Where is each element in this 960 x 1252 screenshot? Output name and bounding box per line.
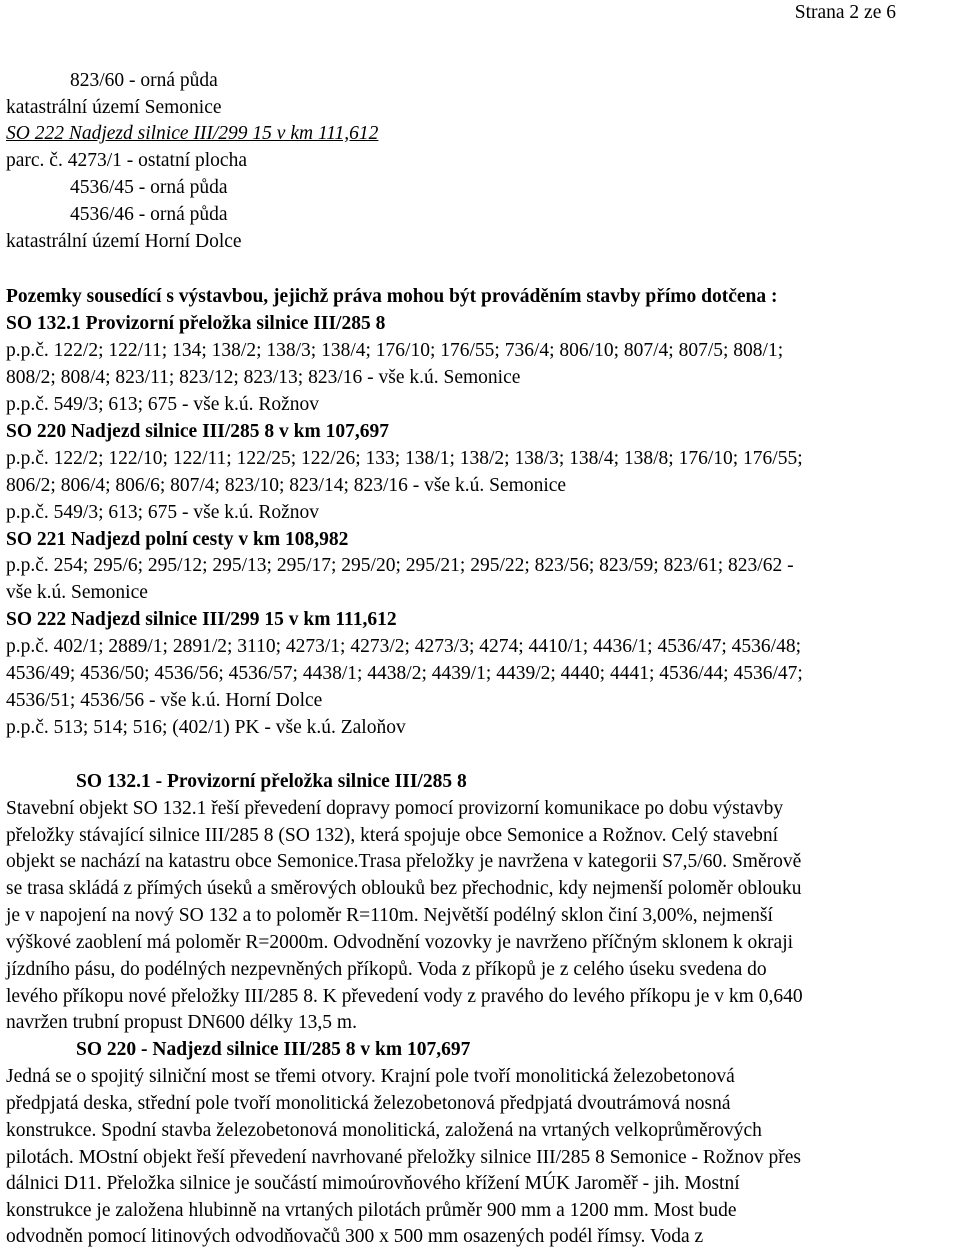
doc-line: předpjatá deska, střední pole tvoří monolitická železobetonová předpjatá dvoutrámová nosná [6, 1093, 731, 1114]
doc-line: 4536/46 - orná půda [70, 204, 228, 225]
doc-line: 4536/45 - orná půda [70, 177, 228, 198]
doc-line: 823/60 - orná půda [70, 70, 218, 91]
doc-line: vše k.ú. Semonice [6, 582, 148, 603]
section-heading: SO 220 Nadjezd silnice III/285 8 v km 107,697 [6, 421, 389, 442]
doc-line: pilotách. MOstní objekt řeší převedení navrhované přeložky silnice III/285 8 Semonice - Rožnov přes [6, 1147, 801, 1168]
doc-line: Stavební objekt SO 132.1 řeší převedení dopravy pomocí provizorní komunikace po dobu výstavby [6, 798, 784, 819]
doc-line-underlined: SO 222 Nadjezd silnice III/299 15 v km 111,612 [6, 123, 379, 144]
doc-line: Jedná se o spojitý silniční most se třemi otvory. Krajní pole tvoří monolitická železobetonová [6, 1066, 735, 1087]
section-heading: SO 221 Nadjezd polní cesty v km 108,982 [6, 529, 349, 550]
doc-line: se trasa skládá z přímých úseků a směrových oblouků bez přechodnic, kdy nejmenší poloměr oblouku [6, 878, 802, 899]
doc-line: p.p.č. 549/3; 613; 675 - vše k.ú. Rožnov [6, 502, 320, 523]
doc-line: p.p.č. 122/2; 122/10; 122/11; 122/25; 122/26; 133; 138/1; 138/2; 138/3; 138/4; 138/8; 176/10; 176/55; [6, 448, 803, 469]
section-heading: SO 132.1 Provizorní přeložka silnice III/285 8 [6, 313, 386, 334]
doc-line: parc. č. 4273/1 - ostatní plocha [6, 150, 247, 171]
section-heading: SO 222 Nadjezd silnice III/299 15 v km 111,612 [6, 609, 397, 630]
doc-line: odvodněn pomocí litinových odvodňovačů 300 x 500 mm osazených podél římsy. Voda z [6, 1226, 704, 1247]
doc-line: 806/2; 806/4; 806/6; 807/4; 823/10; 823/14; 823/16 - vše k.ú. Semonice [6, 475, 567, 496]
doc-line: p.p.č. 122/2; 122/11; 134; 138/2; 138/3; 138/4; 176/10; 176/55; 736/4; 806/10; 807/4; 807/5; 808/1; [6, 340, 784, 361]
page-number: Strana 2 ze 6 [794, 2, 896, 23]
doc-line: 808/2; 808/4; 823/11; 823/12; 823/13; 823/16 - vše k.ú. Semonice [6, 367, 521, 388]
doc-line: přeložky stávající silnice III/285 8 (SO 132), která spojuje obce Semonice a Rožnov. Celý stavební [6, 825, 779, 846]
doc-line: katastrální území Horní Dolce [6, 231, 242, 252]
doc-line: dálnici D11. Přeložka silnice je součástí mimoúrovňového křížení MÚK Jaroměř - jih. Mostní [6, 1173, 740, 1194]
section-heading: SO 220 - Nadjezd silnice III/285 8 v km 107,697 [76, 1039, 471, 1060]
doc-line: konstrukce. Spodní stavba železobetonová monolitická, založená na vrtaných velkoprůměrových [6, 1120, 762, 1141]
doc-line: p.p.č. 549/3; 613; 675 - vše k.ú. Rožnov [6, 394, 320, 415]
section-heading: SO 132.1 - Provizorní přeložka silnice III/285 8 [76, 771, 467, 792]
section-heading: Pozemky sousedící s výstavbou, jejichž práva mohou být prováděním stavby přímo dotčena : [6, 286, 778, 307]
doc-line: katastrální území Semonice [6, 97, 222, 118]
doc-line: p.p.č. 513; 514; 516; (402/1) PK - vše k.ú. Zaloňov [6, 717, 406, 738]
doc-line: konstrukce je založena hlubinně na vrtaných pilotách průměr 900 mm a 1200 mm. Most bude [6, 1200, 737, 1221]
doc-line: p.p.č. 254; 295/6; 295/12; 295/13; 295/17; 295/20; 295/21; 295/22; 823/56; 823/59; 823/61; 823/62 - [6, 555, 794, 576]
doc-line: jízdního pásu, do podélných nezpevněných příkopů. Voda z příkopů je z celého úseku svedena do [6, 959, 767, 980]
doc-line: navržen trubní propust DN600 délky 13,5 m. [6, 1012, 357, 1033]
doc-line: je v napojení na nový SO 132 a to poloměr R=110m. Největší podélný sklon činí 3,00%, nejmenší [6, 905, 773, 926]
doc-line: výškové zaoblení má poloměr R=2000m. Odvodnění vozovky je navrženo příčným sklonem k okraji [6, 932, 794, 953]
doc-line: 4536/51; 4536/56 - vše k.ú. Horní Dolce [6, 690, 323, 711]
doc-line: levého příkopu nové přeložky III/285 8. K převedení vody z pravého do levého příkopu je v km 0,640 [6, 986, 803, 1007]
doc-line: objekt se nachází na katastru obce Semonice.Trasa přeložky je navržena v kategorii S7,5/60. Směrově [6, 851, 802, 872]
doc-line: 4536/49; 4536/50; 4536/56; 4536/57; 4438/1; 4438/2; 4439/1; 4439/2; 4440; 4441; 4536/44; 4536/47; [6, 663, 803, 684]
doc-line: p.p.č. 402/1; 2889/1; 2891/2; 3110; 4273/1; 4273/2; 4273/3; 4274; 4410/1; 4436/1; 4536/47; 4536/48; [6, 636, 801, 657]
